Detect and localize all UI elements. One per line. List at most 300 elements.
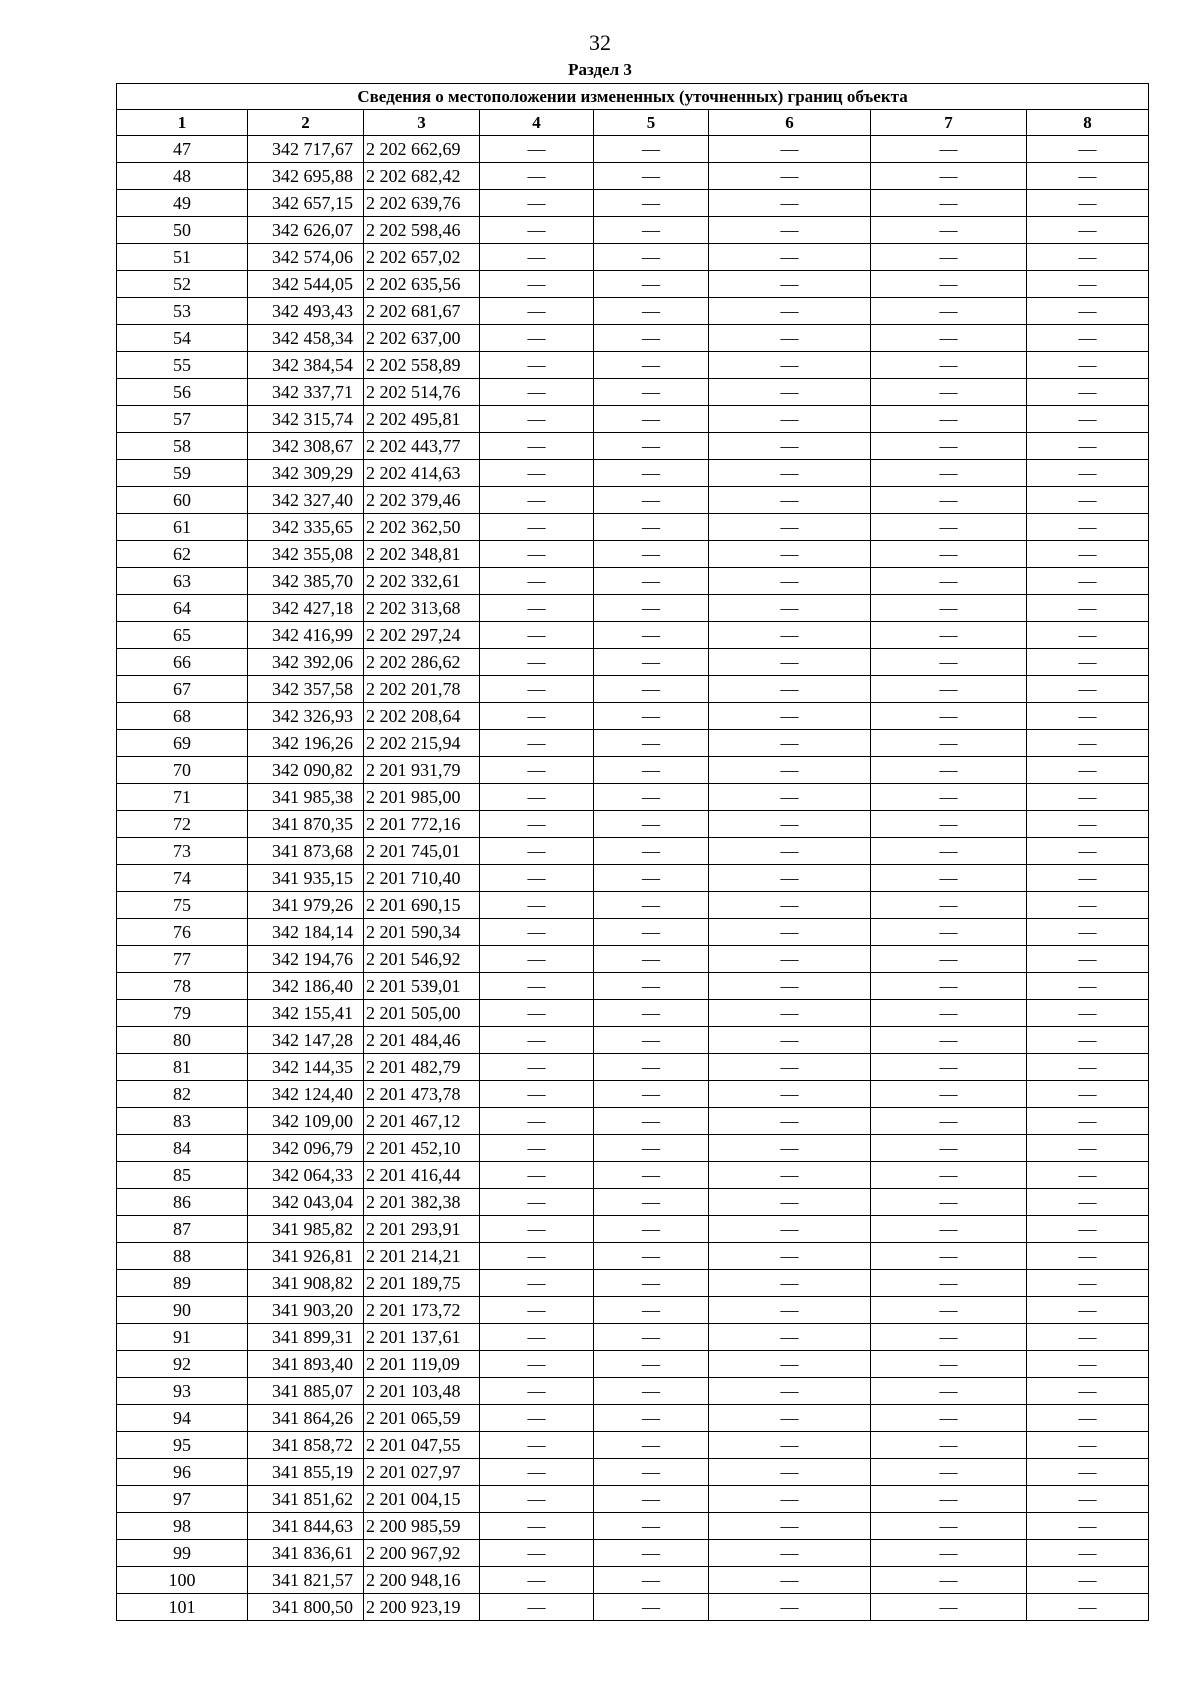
empty-value-cell: — [709,163,871,190]
empty-value-cell: — [709,838,871,865]
x-coordinate-cell: 342 416,99 [248,622,364,649]
table-row [117,1594,1149,1621]
empty-value-cell: — [480,1216,594,1243]
y-coordinate-cell: 2 202 414,63 [364,460,480,487]
y-coordinate-cell: 2 201 214,21 [364,1243,480,1270]
empty-value-cell: — [709,1135,871,1162]
x-coordinate-cell: 341 873,68 [248,838,364,865]
empty-value-cell: — [871,541,1027,568]
empty-value-cell: — [480,244,594,271]
y-coordinate-cell: 2 202 637,00 [364,325,480,352]
x-coordinate-cell: 342 384,54 [248,352,364,379]
empty-value-cell: — [1027,1135,1149,1162]
table-row [117,622,1149,649]
y-coordinate-cell: 2 202 297,24 [364,622,480,649]
empty-value-cell: — [1027,1270,1149,1297]
x-coordinate-cell: 341 935,15 [248,865,364,892]
table-row [117,865,1149,892]
table-row [117,1216,1149,1243]
y-coordinate-cell: 2 201 484,46 [364,1027,480,1054]
x-coordinate-cell: 341 864,26 [248,1405,364,1432]
empty-value-cell: — [871,892,1027,919]
empty-value-cell: — [594,1540,709,1567]
x-coordinate-cell: 341 858,72 [248,1432,364,1459]
point-number-cell: 92 [117,1351,248,1378]
empty-value-cell: — [1027,784,1149,811]
column-header: 5 [594,110,709,136]
empty-value-cell: — [709,1324,871,1351]
empty-value-cell: — [709,217,871,244]
point-number-cell: 67 [117,676,248,703]
table-row [117,325,1149,352]
x-coordinate-cell: 341 893,40 [248,1351,364,1378]
y-coordinate-cell: 2 202 558,89 [364,352,480,379]
empty-value-cell: — [594,541,709,568]
empty-value-cell: — [480,676,594,703]
empty-value-cell: — [1027,1594,1149,1621]
empty-value-cell: — [709,1054,871,1081]
empty-value-cell: — [871,163,1027,190]
empty-value-cell: — [594,1135,709,1162]
x-coordinate-cell: 341 908,82 [248,1270,364,1297]
empty-value-cell: — [871,865,1027,892]
point-number-cell: 64 [117,595,248,622]
x-coordinate-cell: 341 800,50 [248,1594,364,1621]
y-coordinate-cell: 2 202 362,50 [364,514,480,541]
empty-value-cell: — [871,1594,1027,1621]
empty-value-cell: — [480,1027,594,1054]
empty-value-cell: — [709,1486,871,1513]
empty-value-cell: — [1027,1324,1149,1351]
empty-value-cell: — [709,784,871,811]
empty-value-cell: — [871,595,1027,622]
empty-value-cell: — [709,433,871,460]
empty-value-cell: — [871,784,1027,811]
empty-value-cell: — [871,946,1027,973]
y-coordinate-cell: 2 202 682,42 [364,163,480,190]
y-coordinate-cell: 2 201 004,15 [364,1486,480,1513]
empty-value-cell: — [480,1297,594,1324]
empty-value-cell: — [871,676,1027,703]
x-coordinate-cell: 342 335,65 [248,514,364,541]
empty-value-cell: — [709,1432,871,1459]
empty-value-cell: — [871,1405,1027,1432]
empty-value-cell: — [480,1378,594,1405]
table-row [117,1270,1149,1297]
empty-value-cell: — [709,190,871,217]
empty-value-cell: — [480,1513,594,1540]
table-row [117,1297,1149,1324]
empty-value-cell: — [709,1000,871,1027]
empty-value-cell: — [1027,1297,1149,1324]
table-row [117,946,1149,973]
point-number-cell: 101 [117,1594,248,1621]
empty-value-cell: — [709,1540,871,1567]
y-coordinate-cell: 2 200 923,19 [364,1594,480,1621]
table-row [117,1135,1149,1162]
empty-value-cell: — [871,1378,1027,1405]
empty-value-cell: — [1027,136,1149,163]
x-coordinate-cell: 342 717,67 [248,136,364,163]
table-row [117,1054,1149,1081]
table-row [117,163,1149,190]
empty-value-cell: — [594,460,709,487]
empty-value-cell: — [594,190,709,217]
x-coordinate-cell: 342 124,40 [248,1081,364,1108]
y-coordinate-cell: 2 201 590,34 [364,919,480,946]
empty-value-cell: — [480,1189,594,1216]
empty-value-cell: — [709,244,871,271]
x-coordinate-cell: 342 109,00 [248,1108,364,1135]
table-row [117,433,1149,460]
empty-value-cell: — [594,1594,709,1621]
empty-value-cell: — [480,1459,594,1486]
empty-value-cell: — [709,649,871,676]
empty-value-cell: — [1027,1027,1149,1054]
x-coordinate-cell: 341 870,35 [248,811,364,838]
empty-value-cell: — [480,757,594,784]
table-row [117,676,1149,703]
empty-value-cell: — [1027,244,1149,271]
empty-value-cell: — [1027,1108,1149,1135]
empty-value-cell: — [871,568,1027,595]
x-coordinate-cell: 342 315,74 [248,406,364,433]
point-number-cell: 58 [117,433,248,460]
empty-value-cell: — [871,1081,1027,1108]
empty-value-cell: — [480,919,594,946]
empty-value-cell: — [1027,865,1149,892]
x-coordinate-cell: 342 309,29 [248,460,364,487]
empty-value-cell: — [709,487,871,514]
empty-value-cell: — [594,433,709,460]
empty-value-cell: — [594,757,709,784]
y-coordinate-cell: 2 202 215,94 [364,730,480,757]
x-coordinate-cell: 342 090,82 [248,757,364,784]
y-coordinate-cell: 2 202 657,02 [364,244,480,271]
empty-value-cell: — [709,136,871,163]
empty-value-cell: — [594,1054,709,1081]
empty-value-cell: — [1027,919,1149,946]
point-number-cell: 63 [117,568,248,595]
empty-value-cell: — [709,1378,871,1405]
empty-value-cell: — [480,1054,594,1081]
empty-value-cell: — [871,136,1027,163]
empty-value-cell: — [1027,460,1149,487]
empty-value-cell: — [480,973,594,1000]
empty-value-cell: — [480,217,594,244]
empty-value-cell: — [480,136,594,163]
empty-value-cell: — [709,730,871,757]
y-coordinate-cell: 2 201 173,72 [364,1297,480,1324]
table-row [117,595,1149,622]
empty-value-cell: — [871,190,1027,217]
y-coordinate-cell: 2 201 119,09 [364,1351,480,1378]
column-header-row [117,110,1149,136]
x-coordinate-cell: 342 427,18 [248,595,364,622]
table-row [117,1243,1149,1270]
empty-value-cell: — [709,325,871,352]
empty-value-cell: — [1027,730,1149,757]
empty-value-cell: — [480,541,594,568]
table-row [117,1189,1149,1216]
empty-value-cell: — [594,649,709,676]
point-number-cell: 98 [117,1513,248,1540]
table-row [117,1540,1149,1567]
empty-value-cell: — [709,919,871,946]
empty-value-cell: — [594,163,709,190]
empty-value-cell: — [480,406,594,433]
empty-value-cell: — [709,379,871,406]
column-header: 6 [709,110,871,136]
empty-value-cell: — [480,595,594,622]
empty-value-cell: — [709,1513,871,1540]
y-coordinate-cell: 2 201 467,12 [364,1108,480,1135]
point-number-cell: 66 [117,649,248,676]
empty-value-cell: — [709,757,871,784]
empty-value-cell: — [480,352,594,379]
x-coordinate-cell: 341 855,19 [248,1459,364,1486]
empty-value-cell: — [480,1324,594,1351]
empty-value-cell: — [709,1189,871,1216]
empty-value-cell: — [1027,622,1149,649]
empty-value-cell: — [594,838,709,865]
empty-value-cell: — [709,1243,871,1270]
point-number-cell: 72 [117,811,248,838]
empty-value-cell: — [480,1108,594,1135]
empty-value-cell: — [1027,1162,1149,1189]
y-coordinate-cell: 2 202 495,81 [364,406,480,433]
empty-value-cell: — [594,1189,709,1216]
point-number-cell: 80 [117,1027,248,1054]
empty-value-cell: — [871,1189,1027,1216]
table-body [117,136,1149,1621]
y-coordinate-cell: 2 202 635,56 [364,271,480,298]
empty-value-cell: — [709,1594,871,1621]
point-number-cell: 55 [117,352,248,379]
x-coordinate-cell: 342 096,79 [248,1135,364,1162]
empty-value-cell: — [1027,892,1149,919]
empty-value-cell: — [709,1216,871,1243]
table-row [117,487,1149,514]
y-coordinate-cell: 2 202 681,67 [364,298,480,325]
empty-value-cell: — [709,676,871,703]
y-coordinate-cell: 2 201 473,78 [364,1081,480,1108]
x-coordinate-cell: 342 186,40 [248,973,364,1000]
empty-value-cell: — [871,919,1027,946]
empty-value-cell: — [871,1216,1027,1243]
empty-value-cell: — [594,1567,709,1594]
empty-value-cell: — [709,568,871,595]
y-coordinate-cell: 2 201 772,16 [364,811,480,838]
x-coordinate-cell: 342 196,26 [248,730,364,757]
empty-value-cell: — [709,946,871,973]
point-number-cell: 71 [117,784,248,811]
table-row [117,1162,1149,1189]
point-number-cell: 99 [117,1540,248,1567]
x-coordinate-cell: 342 385,70 [248,568,364,595]
empty-value-cell: — [871,757,1027,784]
empty-value-cell: — [709,892,871,919]
empty-value-cell: — [594,1459,709,1486]
table-row [117,1027,1149,1054]
empty-value-cell: — [594,784,709,811]
y-coordinate-cell: 2 202 662,69 [364,136,480,163]
y-coordinate-cell: 2 200 948,16 [364,1567,480,1594]
empty-value-cell: — [871,271,1027,298]
y-coordinate-cell: 2 201 189,75 [364,1270,480,1297]
empty-value-cell: — [480,568,594,595]
empty-value-cell: — [871,838,1027,865]
empty-value-cell: — [1027,1459,1149,1486]
empty-value-cell: — [871,1108,1027,1135]
point-number-cell: 90 [117,1297,248,1324]
empty-value-cell: — [594,1216,709,1243]
y-coordinate-cell: 2 201 482,79 [364,1054,480,1081]
empty-value-cell: — [480,1081,594,1108]
x-coordinate-cell: 342 326,93 [248,703,364,730]
empty-value-cell: — [871,730,1027,757]
x-coordinate-cell: 342 458,34 [248,325,364,352]
empty-value-cell: — [871,1486,1027,1513]
empty-value-cell: — [594,379,709,406]
empty-value-cell: — [480,1567,594,1594]
y-coordinate-cell: 2 202 348,81 [364,541,480,568]
x-coordinate-cell: 342 357,58 [248,676,364,703]
x-coordinate-cell: 342 144,35 [248,1054,364,1081]
empty-value-cell: — [871,433,1027,460]
point-number-cell: 47 [117,136,248,163]
table-caption: Сведения о местоположении измененных (уточненных) границ объекта [117,84,1149,110]
y-coordinate-cell: 2 201 382,38 [364,1189,480,1216]
x-coordinate-cell: 342 184,14 [248,919,364,946]
empty-value-cell: — [709,1162,871,1189]
empty-value-cell: — [480,703,594,730]
empty-value-cell: — [1027,649,1149,676]
empty-value-cell: — [1027,946,1149,973]
column-header: 8 [1027,110,1149,136]
empty-value-cell: — [871,703,1027,730]
table-row [117,1324,1149,1351]
empty-value-cell: — [594,487,709,514]
empty-value-cell: — [871,379,1027,406]
empty-value-cell: — [871,1297,1027,1324]
empty-value-cell: — [1027,838,1149,865]
y-coordinate-cell: 2 201 745,01 [364,838,480,865]
y-coordinate-cell: 2 201 539,01 [364,973,480,1000]
empty-value-cell: — [709,406,871,433]
empty-value-cell: — [709,973,871,1000]
empty-value-cell: — [1027,703,1149,730]
point-number-cell: 96 [117,1459,248,1486]
y-coordinate-cell: 2 202 639,76 [364,190,480,217]
empty-value-cell: — [709,1567,871,1594]
y-coordinate-cell: 2 202 208,64 [364,703,480,730]
empty-value-cell: — [1027,568,1149,595]
empty-value-cell: — [871,1540,1027,1567]
empty-value-cell: — [594,1000,709,1027]
point-number-cell: 83 [117,1108,248,1135]
empty-value-cell: — [1027,1351,1149,1378]
y-coordinate-cell: 2 201 416,44 [364,1162,480,1189]
point-number-cell: 49 [117,190,248,217]
empty-value-cell: — [480,865,594,892]
empty-value-cell: — [1027,1243,1149,1270]
empty-value-cell: — [871,811,1027,838]
x-coordinate-cell: 342 064,33 [248,1162,364,1189]
empty-value-cell: — [871,325,1027,352]
table-row [117,838,1149,865]
empty-value-cell: — [594,1513,709,1540]
empty-value-cell: — [594,1486,709,1513]
empty-value-cell: — [871,460,1027,487]
table-row [117,379,1149,406]
y-coordinate-cell: 2 200 985,59 [364,1513,480,1540]
point-number-cell: 94 [117,1405,248,1432]
empty-value-cell: — [594,325,709,352]
x-coordinate-cell: 342 337,71 [248,379,364,406]
empty-value-cell: — [709,541,871,568]
empty-value-cell: — [480,379,594,406]
y-coordinate-cell: 2 201 546,92 [364,946,480,973]
empty-value-cell: — [480,163,594,190]
empty-value-cell: — [480,1432,594,1459]
y-coordinate-cell: 2 202 514,76 [364,379,480,406]
y-coordinate-cell: 2 201 505,00 [364,1000,480,1027]
empty-value-cell: — [594,244,709,271]
empty-value-cell: — [1027,676,1149,703]
empty-value-cell: — [594,1432,709,1459]
table-caption-row [117,84,1149,110]
point-number-cell: 53 [117,298,248,325]
y-coordinate-cell: 2 201 137,61 [364,1324,480,1351]
empty-value-cell: — [871,217,1027,244]
empty-value-cell: — [480,487,594,514]
y-coordinate-cell: 2 201 452,10 [364,1135,480,1162]
empty-value-cell: — [1027,1486,1149,1513]
x-coordinate-cell: 341 851,62 [248,1486,364,1513]
empty-value-cell: — [871,352,1027,379]
table-row [117,1486,1149,1513]
point-number-cell: 93 [117,1378,248,1405]
point-number-cell: 54 [117,325,248,352]
empty-value-cell: — [871,1027,1027,1054]
empty-value-cell: — [709,1351,871,1378]
x-coordinate-cell: 342 327,40 [248,487,364,514]
point-number-cell: 70 [117,757,248,784]
point-number-cell: 68 [117,703,248,730]
y-coordinate-cell: 2 201 293,91 [364,1216,480,1243]
table-row [117,298,1149,325]
empty-value-cell: — [594,1405,709,1432]
empty-value-cell: — [480,892,594,919]
x-coordinate-cell: 341 985,82 [248,1216,364,1243]
point-number-cell: 85 [117,1162,248,1189]
table-row [117,919,1149,946]
empty-value-cell: — [709,271,871,298]
empty-value-cell: — [1027,1000,1149,1027]
empty-value-cell: — [1027,1054,1149,1081]
x-coordinate-cell: 341 836,61 [248,1540,364,1567]
empty-value-cell: — [480,271,594,298]
table-row [117,217,1149,244]
table-row [117,1405,1149,1432]
empty-value-cell: — [594,973,709,1000]
empty-value-cell: — [1027,1216,1149,1243]
empty-value-cell: — [480,649,594,676]
table-row [117,541,1149,568]
empty-value-cell: — [1027,1378,1149,1405]
column-header: 4 [480,110,594,136]
